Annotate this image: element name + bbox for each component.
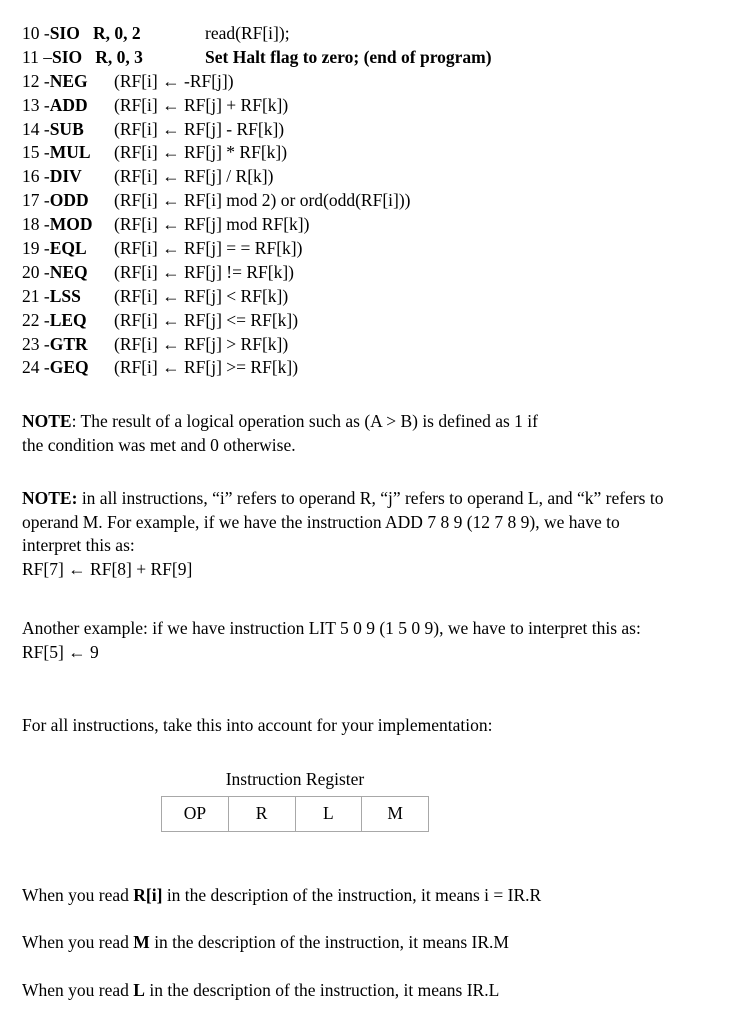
instruction-opcode: LEQ: [49, 309, 87, 330]
rule-prefix: When you read: [22, 932, 134, 953]
instruction-description: (RF[i] ← RF[j] <= RF[k]): [114, 309, 299, 330]
instruction-number: 12 -: [22, 70, 50, 91]
instruction-register-table: [161, 796, 429, 832]
note-text: in all instructions, “i” refers to operand R, “j” refers to operand L, and “k” refers to: [77, 488, 664, 509]
instruction-number: 21 -: [22, 285, 50, 306]
instruction-list: [22, 22, 732, 380]
instruction-number: 20 -: [22, 261, 50, 282]
rule-term: R[i]: [133, 884, 163, 905]
instruction-number: 11 –: [22, 46, 52, 67]
instruction-number: 13 -: [22, 94, 50, 115]
example-line: Another example: if we have instruction LIT 5 0 9 (1 5 0 9), we have to interpret this as:: [22, 618, 641, 639]
note-line: [22, 410, 732, 434]
instruction-args: R, 0, 2: [92, 23, 141, 43]
instruction-description: (RF[i] ← RF[j] + RF[k]): [114, 94, 289, 115]
note-operand-mapping: [22, 487, 732, 581]
instruction-description: (RF[i] ← RF[j] != RF[k]): [114, 261, 295, 282]
instruction-row-17: [22, 189, 732, 213]
instruction-row-11: [22, 46, 732, 70]
instruction-description: (RF[i] ← RF[i] mod 2) or ord(odd(RF[i])): [114, 190, 411, 211]
instruction-row-15: [22, 141, 732, 165]
note-line: interpret this as:: [22, 535, 135, 556]
ir-cell-op: OP: [162, 796, 229, 831]
document-page: [22, 22, 732, 1002]
instruction-opcode: GEQ: [49, 357, 89, 378]
instruction-register-row: [162, 796, 429, 831]
instruction-number: 23 -: [22, 333, 50, 354]
note-line: operand M. For example, if we have the instruction ADD 7 8 9 (12 7 8 9), we have to: [22, 511, 620, 532]
note-formula: RF[7] ← RF[8] + RF[9]: [22, 558, 193, 579]
instruction-description: (RF[i] ← RF[j] mod RF[k]): [114, 214, 310, 235]
instruction-opcode: SUB: [49, 118, 84, 139]
instruction-row-14: [22, 118, 732, 142]
rule-m: [22, 931, 732, 955]
instruction-number: 14 -: [22, 118, 50, 139]
example-formula: RF[5] ← 9: [22, 641, 99, 662]
instruction-description: (RF[i] ← RF[j] > RF[k]): [114, 333, 289, 354]
rule-prefix: When you read: [22, 884, 134, 905]
instruction-row-19: [22, 237, 732, 261]
rule-term: M: [133, 932, 150, 953]
instruction-description: (RF[i] ← RF[j] < RF[k]): [114, 285, 289, 306]
instruction-description: (RF[i] ← RF[j] * RF[k]): [114, 142, 288, 163]
instruction-number: 10 -: [22, 23, 50, 43]
instruction-number: 18 -: [22, 214, 50, 235]
instruction-opcode: GTR: [49, 333, 88, 354]
note-line: the condition was met and 0 otherwise.: [22, 434, 296, 455]
instruction-row-23: [22, 333, 732, 357]
rule-ri: [22, 884, 732, 908]
instruction-description: (RF[i] ← RF[j] = = RF[k]): [114, 238, 303, 259]
instruction-row-12: [22, 70, 732, 94]
instruction-row-20: [22, 261, 732, 285]
instruction-row-16: [22, 165, 732, 189]
instruction-register-diagram: [161, 768, 429, 832]
instruction-opcode: NEQ: [49, 261, 88, 282]
rule-suffix: in the description of the instruction, it means i = IR.R: [162, 884, 542, 905]
instruction-opcode: SIO: [49, 23, 80, 43]
instruction-opcode: ADD: [49, 94, 88, 115]
instruction-opcode: MOD: [49, 214, 93, 235]
instruction-row-10: [22, 22, 732, 46]
instruction-number: 15 -: [22, 142, 50, 163]
instruction-number: 24 -: [22, 357, 50, 378]
note-logical-result: [22, 410, 732, 457]
instruction-description: read(RF[i]);: [205, 23, 290, 43]
implementation-intro: For all instructions, take this into account for your implementation:: [22, 715, 493, 736]
rule-suffix: in the description of the instruction, it means IR.L: [144, 979, 500, 1000]
instruction-opcode: DIV: [49, 166, 82, 187]
rule-suffix: in the description of the instruction, it means IR.M: [149, 932, 509, 953]
instruction-opcode: NEG: [49, 70, 88, 91]
instruction-description: (RF[i] ← RF[j] / R[k]): [114, 166, 274, 187]
note-text: : The result of a logical operation such as (A > B) is defined as 1 if: [71, 411, 538, 432]
instruction-opcode: MUL: [49, 142, 91, 163]
instruction-description: (RF[i] ← RF[j] - RF[k]): [114, 118, 285, 139]
rule-l: [22, 979, 732, 1003]
rule-term: L: [133, 979, 145, 1000]
rule-prefix: When you read: [22, 979, 134, 1000]
instruction-row-18: [22, 213, 732, 237]
instruction-opcode: LSS: [49, 285, 81, 306]
ir-cell-r: R: [228, 796, 295, 831]
note-line: [22, 487, 732, 511]
ir-cell-l: L: [295, 796, 362, 831]
ir-cell-m: M: [362, 796, 429, 831]
instruction-description: (RF[i] ← RF[j] >= RF[k]): [114, 357, 299, 378]
instruction-args: R, 0, 3: [95, 46, 143, 67]
instruction-opcode: SIO: [51, 46, 83, 67]
instruction-register-title: Instruction Register: [225, 768, 365, 789]
note-label: NOTE: [22, 411, 72, 432]
instruction-description: Set Halt flag to zero; (end of program): [205, 46, 492, 67]
example-paragraph: [22, 617, 732, 664]
note-label: NOTE:: [22, 488, 78, 509]
instruction-row-22: [22, 309, 732, 333]
instruction-opcode: EQL: [49, 238, 87, 259]
instruction-row-21: [22, 285, 732, 309]
instruction-row-13: [22, 94, 732, 118]
instruction-description: (RF[i] ← -RF[j]): [114, 70, 234, 91]
instruction-opcode: ODD: [49, 190, 89, 211]
instruction-row-24: [22, 356, 732, 380]
instruction-number: 22 -: [22, 309, 50, 330]
instruction-number: 19 -: [22, 238, 50, 259]
instruction-number: 16 -: [22, 166, 50, 187]
instruction-number: 17 -: [22, 190, 50, 211]
